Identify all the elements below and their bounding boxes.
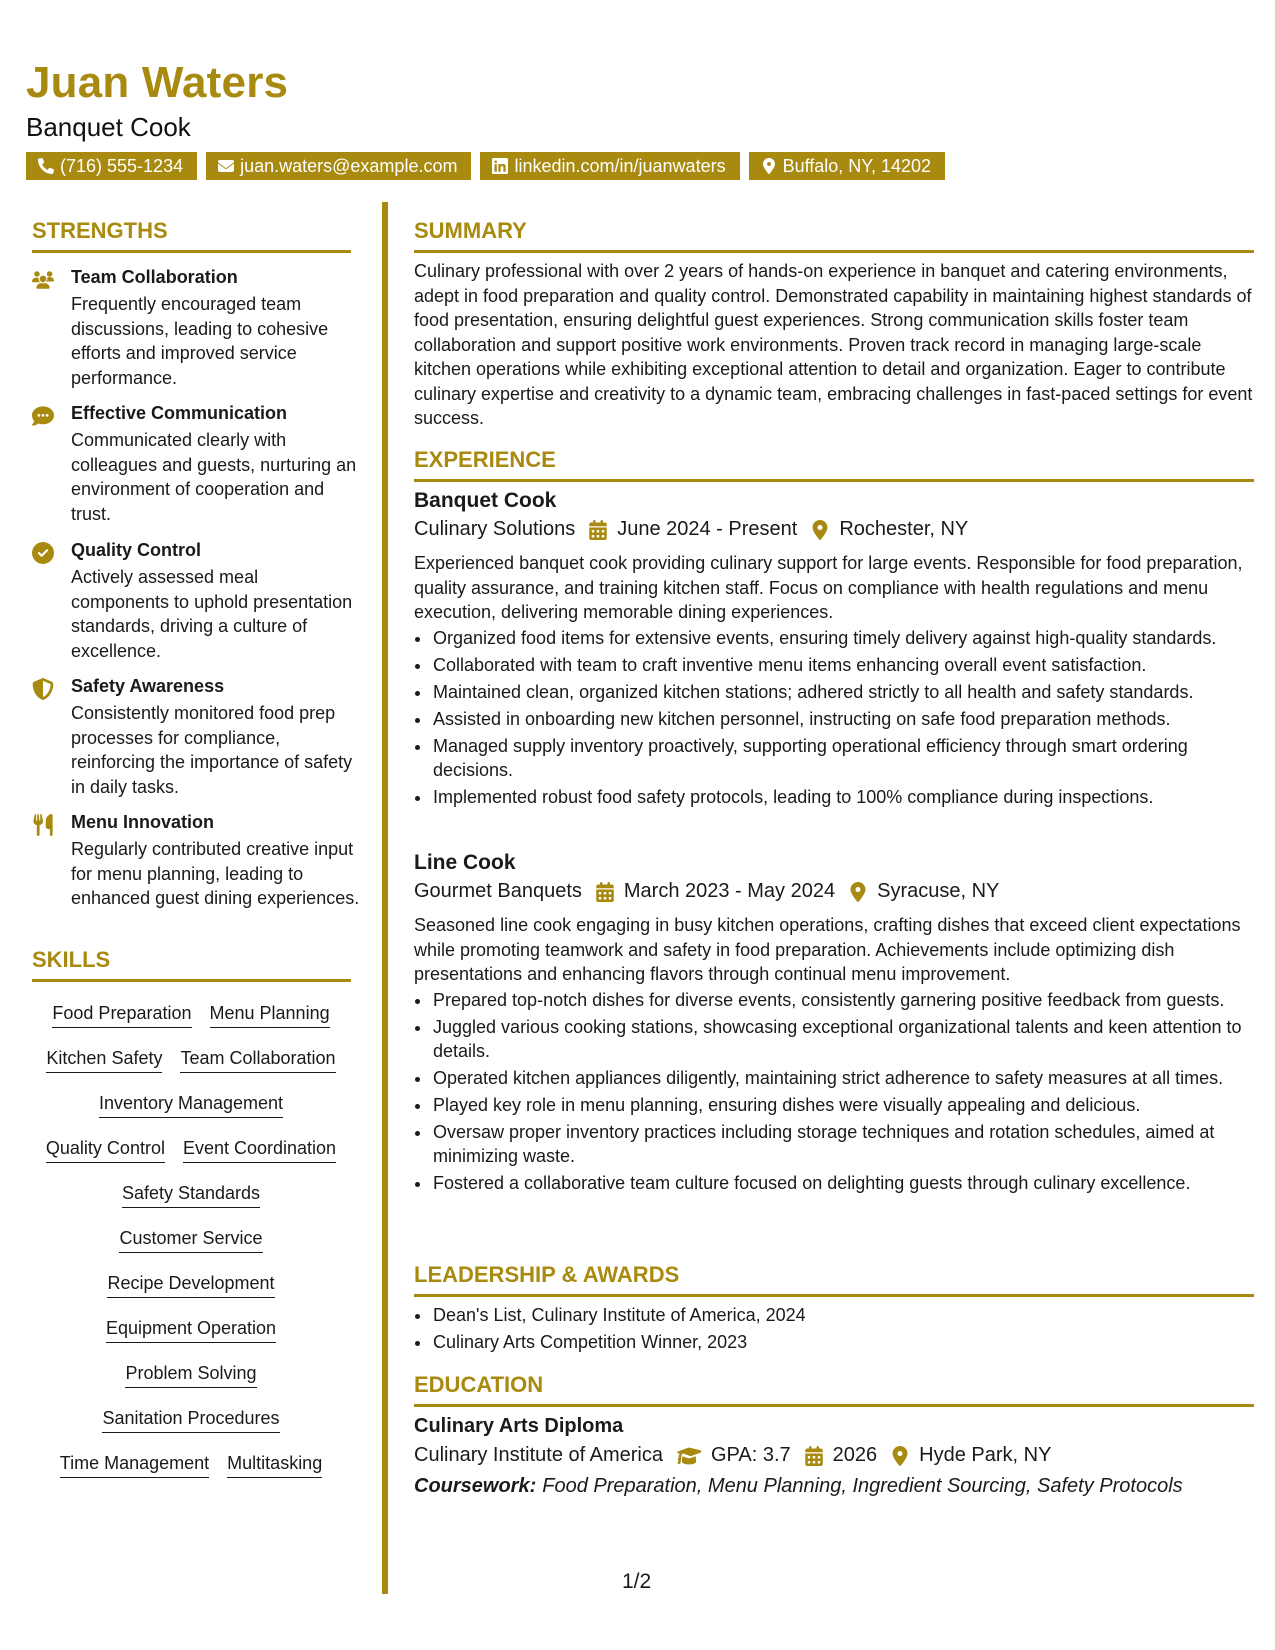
candidate-name: Juan Waters	[26, 58, 289, 107]
linkedin-icon	[492, 158, 508, 174]
school-location: Hyde Park, NY	[919, 1444, 1052, 1466]
strength-title: Team Collaboration	[71, 267, 238, 287]
bullet-item: • Collaborated with team to craft inventive menu items enhancing overall event satisfaction.	[432, 653, 1272, 677]
skill-row	[32, 1273, 350, 1298]
graduation-cap-icon	[677, 1446, 701, 1466]
skill-row	[32, 1408, 350, 1433]
skill-row	[32, 1003, 350, 1028]
skill-row	[32, 1138, 350, 1163]
job-description: Seasoned line cook engaging in busy kitchen operations, crafting dishes that exceed client expectations while promoting teamwork and safety in food preparation. Achievements include optimizing dish presentations and enhancing flavors through continual menu improvement.	[414, 915, 1241, 984]
job-company: Gourmet Banquets	[414, 880, 582, 902]
column-divider	[382, 202, 388, 1594]
skill-row	[32, 1093, 350, 1118]
strength-title: Quality Control	[71, 540, 201, 560]
job-location: Rochester, NY	[839, 518, 969, 540]
job-description: Experienced banquet cook providing culinary support for large events. Responsible for food preparation, quality assurance, and training kitchen staff. Focus on compliance with health regulations and menu execution, delivering memorable dining experiences.	[414, 553, 1243, 622]
strength-desc: Consistently monitored food prep processes for compliance, reinforcing the importance of safety in daily tasks.	[71, 703, 353, 797]
check-circle-icon	[32, 542, 54, 564]
contact-location-text: Buffalo, NY, 14202	[782, 156, 932, 176]
skill-tag: Problem Solving	[125, 1363, 256, 1388]
strength-desc: Actively assessed meal components to uphold presentation standards, driving a culture of excellence.	[71, 567, 353, 661]
experience-heading: EXPERIENCE	[414, 447, 556, 472]
skill-tag: Event Coordination	[183, 1138, 336, 1163]
strength-desc: Regularly contributed creative input for menu planning, leading to enhanced guest dining experiences.	[71, 839, 360, 908]
strength-desc: Communicated clearly with colleagues and guests, nurturing an environment of cooperation and trust.	[71, 430, 357, 524]
job-title: Line Cook	[414, 851, 516, 874]
skill-tag: Time Management	[60, 1453, 209, 1478]
job-title: Banquet Cook	[414, 489, 557, 512]
map-pin-icon	[849, 882, 867, 902]
contact-linkedin-text: linkedin.com/in/juanwaters	[514, 156, 726, 176]
users-icon	[32, 269, 54, 291]
contact-phone-text: (716) 555-1234	[60, 156, 184, 176]
coursework-line	[414, 1475, 1183, 1498]
skill-tag: Customer Service	[119, 1228, 262, 1253]
shield-icon	[32, 678, 54, 700]
strengths-heading: STRENGTHS	[32, 218, 168, 243]
summary-text: Culinary professional with over 2 years of hands-on experience in banquet and catering environments, adept in food preparation and quality control. Demonstrated capability in maintaining highest standards of food presentation, ensuring delightful guest experiences. Strong communication skills foster team collaboration and support positive work environments. Proven track record in managing large-scale kitchen operations while exhibiting exceptional attention to detail and organization. Eager to contribute culinary expertise and creativity to a dynamic team, embracing challenges in fast-paced settings for event success.	[414, 261, 1253, 428]
bullet-item: • Juggled various cooking stations, showcasing exceptional organizational talents and keen attention to details.	[432, 1015, 1272, 1063]
job-bullets	[414, 988, 1272, 1198]
education-meta	[414, 1444, 1051, 1467]
skills-rule	[32, 979, 351, 982]
coursework-list: Food Preparation, Menu Planning, Ingredient Sourcing, Safety Protocols	[542, 1475, 1183, 1497]
skill-row	[32, 1183, 350, 1208]
school-name: Culinary Institute of America	[414, 1444, 663, 1466]
bullet-item: • Organized food items for extensive events, ensuring timely delivery against high-quality standards.	[432, 626, 1272, 650]
awards-list	[414, 1303, 1272, 1357]
bullet-item: • Operated kitchen appliances diligently, maintaining strict adherence to safety measures at all times.	[432, 1066, 1272, 1090]
job-role: Banquet Cook	[26, 112, 191, 142]
contact-linkedin[interactable]	[480, 152, 739, 180]
skill-tag: Recipe Development	[107, 1273, 274, 1298]
bullet-item: • Implemented robust food safety protocols, leading to 100% compliance during inspections.	[432, 785, 1272, 809]
job-meta	[414, 518, 968, 541]
bullet-item: • Oversaw proper inventory practices including storage techniques and rotation schedules, aimed at minimizing waste.	[432, 1120, 1272, 1168]
map-pin-icon	[811, 520, 829, 540]
coursework-label: Coursework:	[414, 1475, 537, 1497]
skill-tag: Team Collaboration	[180, 1048, 335, 1073]
calendar-icon	[589, 520, 607, 540]
bullet-item: • Played key role in menu planning, ensuring dishes were visually appealing and delicious.	[432, 1093, 1272, 1117]
award-item: • Dean's List, Culinary Institute of America, 2024	[432, 1303, 1272, 1327]
job-dates: March 2023 - May 2024	[623, 880, 836, 902]
skill-tag: Food Preparation	[52, 1003, 191, 1028]
phone-icon	[38, 158, 54, 174]
job-location: Syracuse, NY	[877, 880, 1000, 902]
calendar-icon	[596, 882, 614, 902]
skills-heading: SKILLS	[32, 947, 111, 972]
skill-row	[32, 1453, 350, 1478]
map-pin-icon	[761, 158, 777, 174]
utensils-icon	[32, 814, 54, 836]
skill-tag: Menu Planning	[210, 1003, 330, 1028]
page-number: 1/2	[622, 1570, 652, 1593]
job-meta	[414, 880, 999, 903]
skill-tag: Quality Control	[46, 1138, 165, 1163]
skill-tag: Multitasking	[227, 1453, 322, 1478]
job-bullets	[414, 626, 1272, 812]
skill-row	[32, 1318, 350, 1343]
contact-email[interactable]	[206, 152, 471, 180]
skill-tag: Kitchen Safety	[46, 1048, 162, 1073]
degree-title: Culinary Arts Diploma	[414, 1415, 624, 1437]
gpa-value: GPA: 3.7	[711, 1444, 791, 1466]
skill-row	[32, 1048, 350, 1073]
job-company: Culinary Solutions	[414, 518, 576, 540]
bullet-item: • Assisted in onboarding new kitchen personnel, instructing on safe food preparation methods.	[432, 707, 1272, 731]
map-pin-icon	[891, 1446, 909, 1466]
experience-rule	[414, 479, 1254, 482]
bullet-item: • Maintained clean, organized kitchen stations; adhered strictly to all health and safety standards.	[432, 680, 1272, 704]
envelope-icon	[218, 158, 234, 174]
comment-icon	[32, 405, 54, 427]
bullet-item: • Managed supply inventory proactively, supporting operational efficiency through smart ordering decisions.	[432, 734, 1272, 782]
bullet-item: • Prepared top-notch dishes for diverse events, consistently garnering positive feedback from guests.	[432, 988, 1272, 1012]
award-item: • Culinary Arts Competition Winner, 2023	[432, 1330, 1272, 1354]
skill-tag: Inventory Management	[99, 1093, 283, 1118]
skill-tag: Equipment Operation	[106, 1318, 276, 1343]
skill-tag: Sanitation Procedures	[102, 1408, 279, 1433]
strengths-rule	[32, 250, 351, 253]
skill-tag: Safety Standards	[122, 1183, 260, 1208]
summary-heading: SUMMARY	[414, 218, 527, 243]
contact-phone[interactable]	[26, 152, 197, 180]
calendar-icon	[805, 1446, 823, 1466]
strength-title: Safety Awareness	[71, 676, 225, 696]
skill-row	[32, 1228, 350, 1253]
strength-title: Menu Innovation	[71, 812, 214, 832]
bullet-item: • Fostered a collaborative team culture focused on delighting guests through culinary excellence.	[432, 1171, 1272, 1195]
skill-row	[32, 1363, 350, 1388]
contact-bar	[26, 152, 945, 180]
contact-location	[749, 152, 945, 180]
strength-title: Effective Communication	[71, 403, 288, 423]
contact-email-text: juan.waters@example.com	[240, 156, 458, 176]
education-heading: EDUCATION	[414, 1372, 544, 1397]
graduation-year: 2026	[832, 1444, 878, 1466]
education-rule	[414, 1404, 1254, 1407]
summary-rule	[414, 250, 1254, 253]
job-dates: June 2024 - Present	[617, 518, 798, 540]
awards-rule	[414, 1294, 1254, 1297]
strength-desc: Frequently encouraged team discussions, leading to cohesive efforts and improved service performance.	[71, 294, 329, 388]
awards-heading: LEADERSHIP & AWARDS	[414, 1262, 680, 1287]
